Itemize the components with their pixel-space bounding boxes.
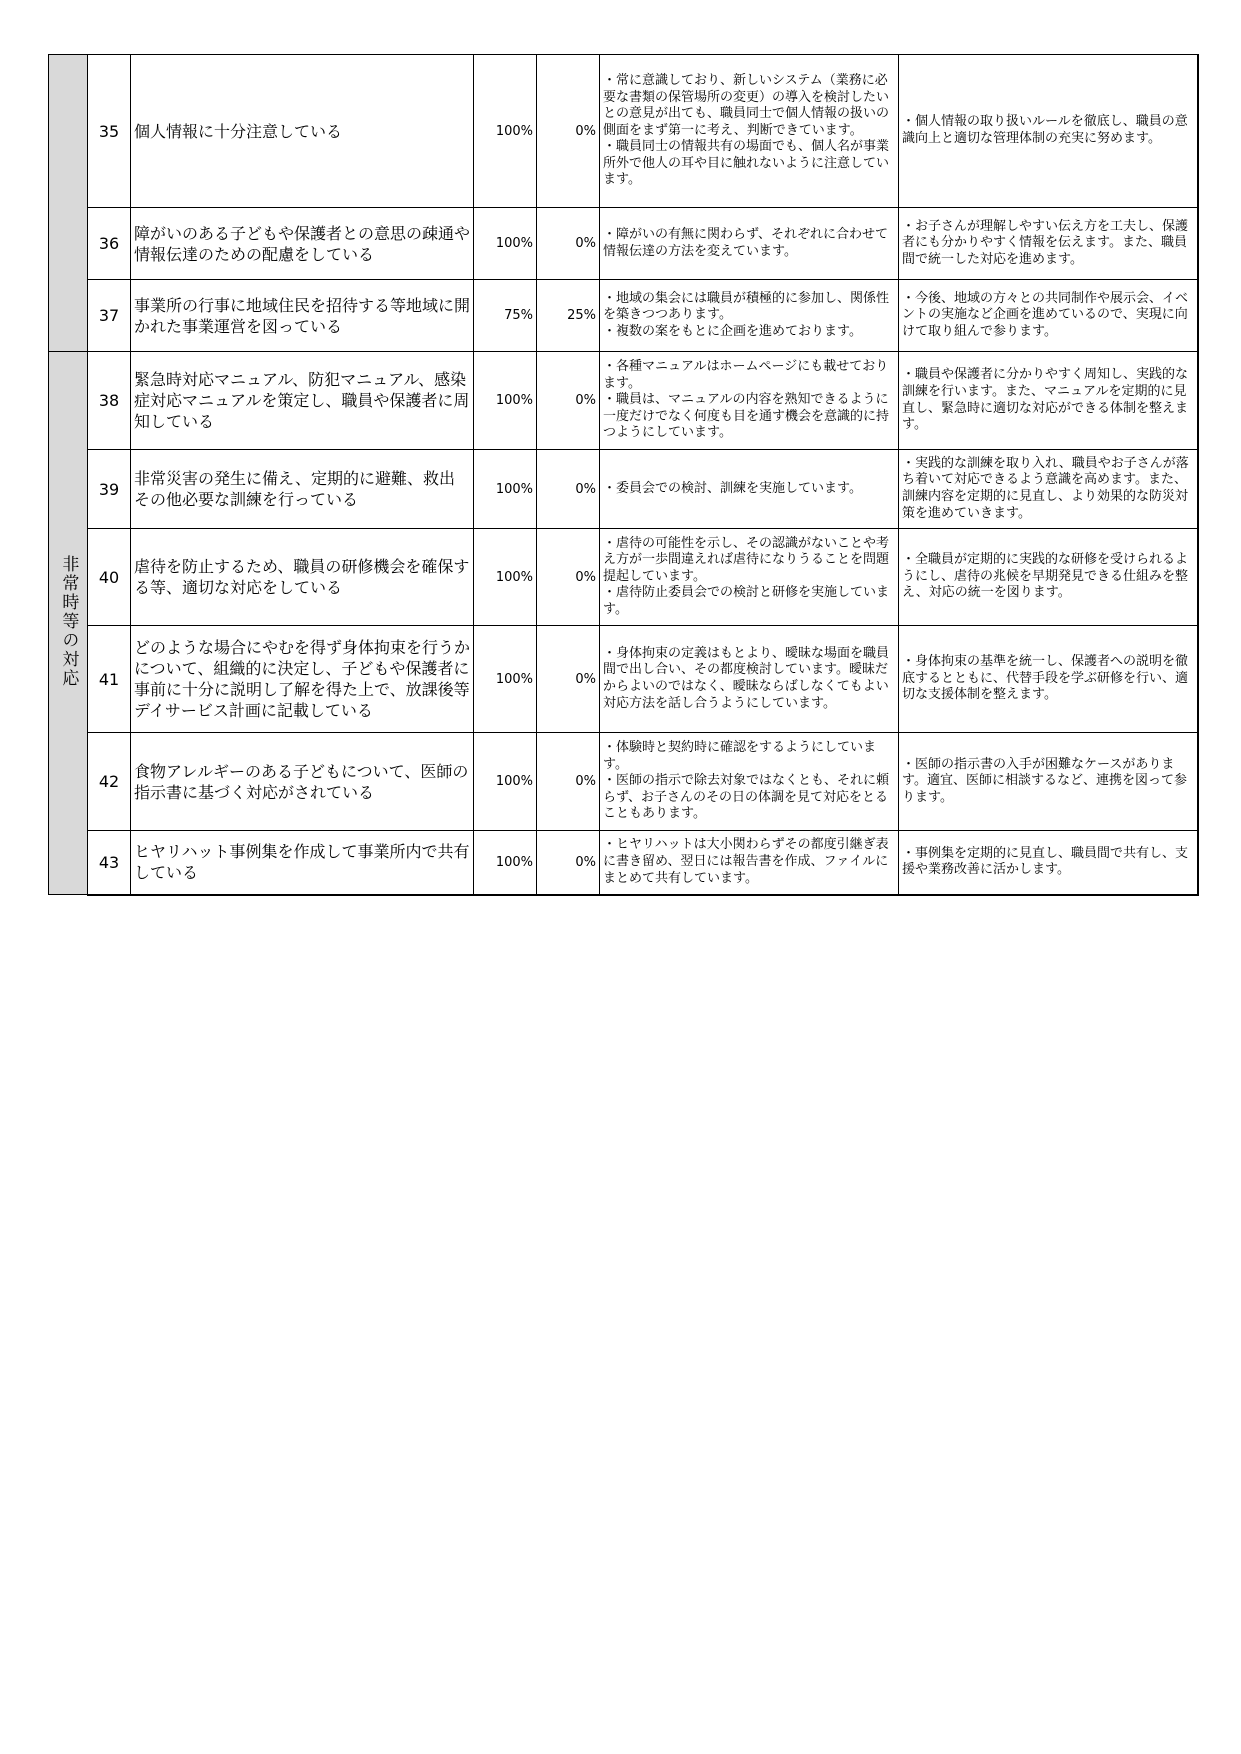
staff-comment: ・身体拘束の定義はもとより、曖昧な場面を職員間で出し合い、その都度検討しています。曖昧だからよいのではなく、曖昧ならばしなくてもよい対応方法を話し合うようにしています。 — [603, 645, 890, 711]
no-percentage: 0% — [537, 352, 600, 450]
staff-comment: ・障がいの有無に関わらず、それぞれに合わせて情報伝達の方法を変えています。 — [603, 226, 888, 259]
table-row — [49, 626, 1199, 733]
staff-comment: ・複数の案をもとに企画を進めております。 — [603, 323, 862, 339]
item-number: 43 — [88, 831, 131, 895]
item-text: 個人情報に十分注意している — [131, 55, 474, 208]
yes-percentage: 100% — [474, 352, 537, 450]
improvement-plan: ・事例集を定期的に見直し、職員間で共有し、支援や業務改善に活かします。 — [902, 845, 1189, 878]
staff-comment: ・委員会での検討、訓練を実施しています。 — [603, 480, 862, 496]
improvement-plan-cell — [899, 280, 1199, 352]
improvement-plan: ・職員や保護者に分かりやすく周知し、実践的な訓練を行います。また、マニュアルを定期的に見直し、緊急時に適切な対応ができる体制を整えます。 — [902, 367, 1189, 433]
improvement-plan-cell — [899, 831, 1199, 895]
table-row — [49, 529, 1199, 626]
improvement-plan: ・お子さんが理解しやすい伝え方を工夫し、保護者にも分かりやすく情報を伝えます。また、職員間で統一した対応を進めます。 — [902, 218, 1189, 267]
yes-percentage: 75% — [474, 280, 537, 352]
category-cell — [49, 55, 88, 352]
staff-comment: ・職員同士の情報共有の場面でも、個人名が事業所外で他人の耳や目に触れないように注意しています。 — [603, 139, 890, 188]
item-number: 38 — [88, 352, 131, 450]
staff-comment-cell — [600, 352, 899, 450]
staff-comment: ・ヒヤリハットは大小関わらずその都度引継ぎ表に書き留め、翌日には報告書を作成、ファイルにまとめて共有しています。 — [603, 837, 889, 886]
improvement-plan: ・身体拘束の基準を統一し、保護者への説明を徹底するとともに、代替手段を学ぶ研修を行い、適切な支援体制を整えます。 — [902, 654, 1189, 703]
staff-comment: ・体験時と契約時に確認をするようにしています。 — [603, 740, 877, 772]
table-body — [49, 55, 1199, 895]
staff-comment-cell — [600, 208, 899, 280]
yes-percentage: 100% — [474, 529, 537, 626]
staff-comment-cell — [600, 529, 899, 626]
yes-percentage: 100% — [474, 733, 537, 831]
item-text: 食物アレルギーのある子どもについて、医師の指示書に基づく対応がされている — [131, 733, 474, 831]
category-label: 非常時等の対応 — [58, 554, 79, 688]
staff-comment-cell — [600, 280, 899, 352]
staff-comment: ・虐待の可能性を示し、その認識がないことや考え方が一歩間違えれば虐待になりうることを問題提起しています。 — [603, 535, 890, 584]
staff-comment: ・各種マニュアルはホームページにも載せております。 — [603, 359, 889, 391]
item-text: 虐待を防止するため、職員の研修機会を確保する等、適切な対応をしている — [131, 529, 474, 626]
yes-percentage: 100% — [474, 208, 537, 280]
improvement-plan: ・全職員が定期的に実践的な研修を受けられるようにし、虐待の兆候を早期発見できる仕組みを整え、対応の統一を図ります。 — [902, 552, 1189, 601]
improvement-plan-cell — [899, 208, 1199, 280]
no-percentage: 0% — [537, 733, 600, 831]
table-row — [49, 733, 1199, 831]
improvement-plan-cell — [899, 55, 1199, 208]
improvement-plan: ・今後、地域の方々との共同制作や展示会、イベントの実施など企画を進めているので、実現に向けて取り組んで参ります。 — [902, 290, 1189, 339]
improvement-plan: ・個人情報の取り扱いルールを徹底し、職員の意識向上と適切な管理体制の充実に努めます。 — [902, 114, 1188, 146]
staff-comment-cell — [600, 733, 899, 831]
table-row — [49, 450, 1199, 529]
table-row — [49, 831, 1199, 895]
no-percentage: 0% — [537, 626, 600, 733]
no-percentage: 0% — [537, 55, 600, 208]
yes-percentage: 100% — [474, 831, 537, 895]
no-percentage: 0% — [537, 450, 600, 529]
yes-percentage: 100% — [474, 450, 537, 529]
staff-comment-cell — [600, 55, 899, 208]
table-row — [49, 352, 1199, 450]
yes-percentage: 100% — [474, 626, 537, 733]
item-number: 42 — [88, 733, 131, 831]
staff-comment-cell — [600, 450, 899, 529]
improvement-plan-cell — [899, 352, 1199, 450]
item-number: 36 — [88, 208, 131, 280]
improvement-plan-cell — [899, 450, 1199, 529]
improvement-plan-cell — [899, 529, 1199, 626]
staff-comment: ・医師の指示で除去対象ではなくとも、それに頼らず、お子さんのその日の体調を見て対応をとることもあります。 — [603, 773, 890, 822]
staff-comment-cell — [600, 626, 899, 733]
staff-comment: ・常に意識しており、新しいシステム（業務に必要な書類の保管場所の変更）の導入を検討したいとの意見が出ても、職員同士で個人情報の扱いの側面をまず第一に考え、判断できています。 — [603, 72, 890, 138]
table-row — [49, 280, 1199, 352]
category-cell — [49, 352, 88, 895]
item-text: ヒヤリハット事例集を作成して事業所内で共有している — [131, 831, 474, 895]
item-number: 41 — [88, 626, 131, 733]
table-row — [49, 55, 1199, 208]
table-row — [49, 208, 1199, 280]
yes-percentage: 100% — [474, 55, 537, 208]
item-text: どのような場合にやむを得ず身体拘束を行うかについて、組織的に決定し、子どもや保護者に事前に十分に説明し了解を得た上で、放課後等デイサービス計画に記載している — [131, 626, 474, 733]
improvement-plan-cell — [899, 626, 1199, 733]
no-percentage: 0% — [537, 529, 600, 626]
improvement-plan-cell — [899, 733, 1199, 831]
item-number: 35 — [88, 55, 131, 208]
item-text: 障がいのある子どもや保護者との意思の疎通や情報伝達のための配慮をしている — [131, 208, 474, 280]
improvement-plan: ・実践的な訓練を取り入れ、職員やお子さんが落ち着いて対応できるよう意識を高めます。また、訓練内容を定期的に見直し、より効果的な防災対策を進めていきます。 — [902, 455, 1189, 521]
item-text: 事業所の行事に地域住民を招待する等地域に開かれた事業運営を図っている — [131, 280, 474, 352]
staff-comment-cell — [600, 831, 899, 895]
staff-comment: ・職員は、マニュアルの内容を熟知できるように一度だけでなく何度も目を通す機会を意識的に持つようにしています。 — [603, 392, 890, 441]
no-percentage: 25% — [537, 280, 600, 352]
no-percentage: 0% — [537, 208, 600, 280]
staff-comment: ・地域の集会には職員が積極的に参加し、関係性を築きつつあります。 — [603, 290, 890, 323]
item-text: 非常災害の発生に備え、定期的に避難、救出その他必要な訓練を行っている — [131, 450, 474, 529]
item-text: 緊急時対応マニュアル、防犯マニュアル、感染症対応マニュアルを策定し、職員や保護者に周知している — [131, 352, 474, 450]
item-number: 39 — [88, 450, 131, 529]
item-number: 37 — [88, 280, 131, 352]
no-percentage: 0% — [537, 831, 600, 895]
evaluation-table — [48, 54, 1199, 896]
improvement-plan: ・医師の指示書の入手が困難なケースがあります。適宜、医師に相談するなど、連携を図って参ります。 — [902, 756, 1187, 805]
staff-comment: ・虐待防止委員会での検討と研修を実施しています。 — [603, 585, 890, 617]
item-number: 40 — [88, 529, 131, 626]
